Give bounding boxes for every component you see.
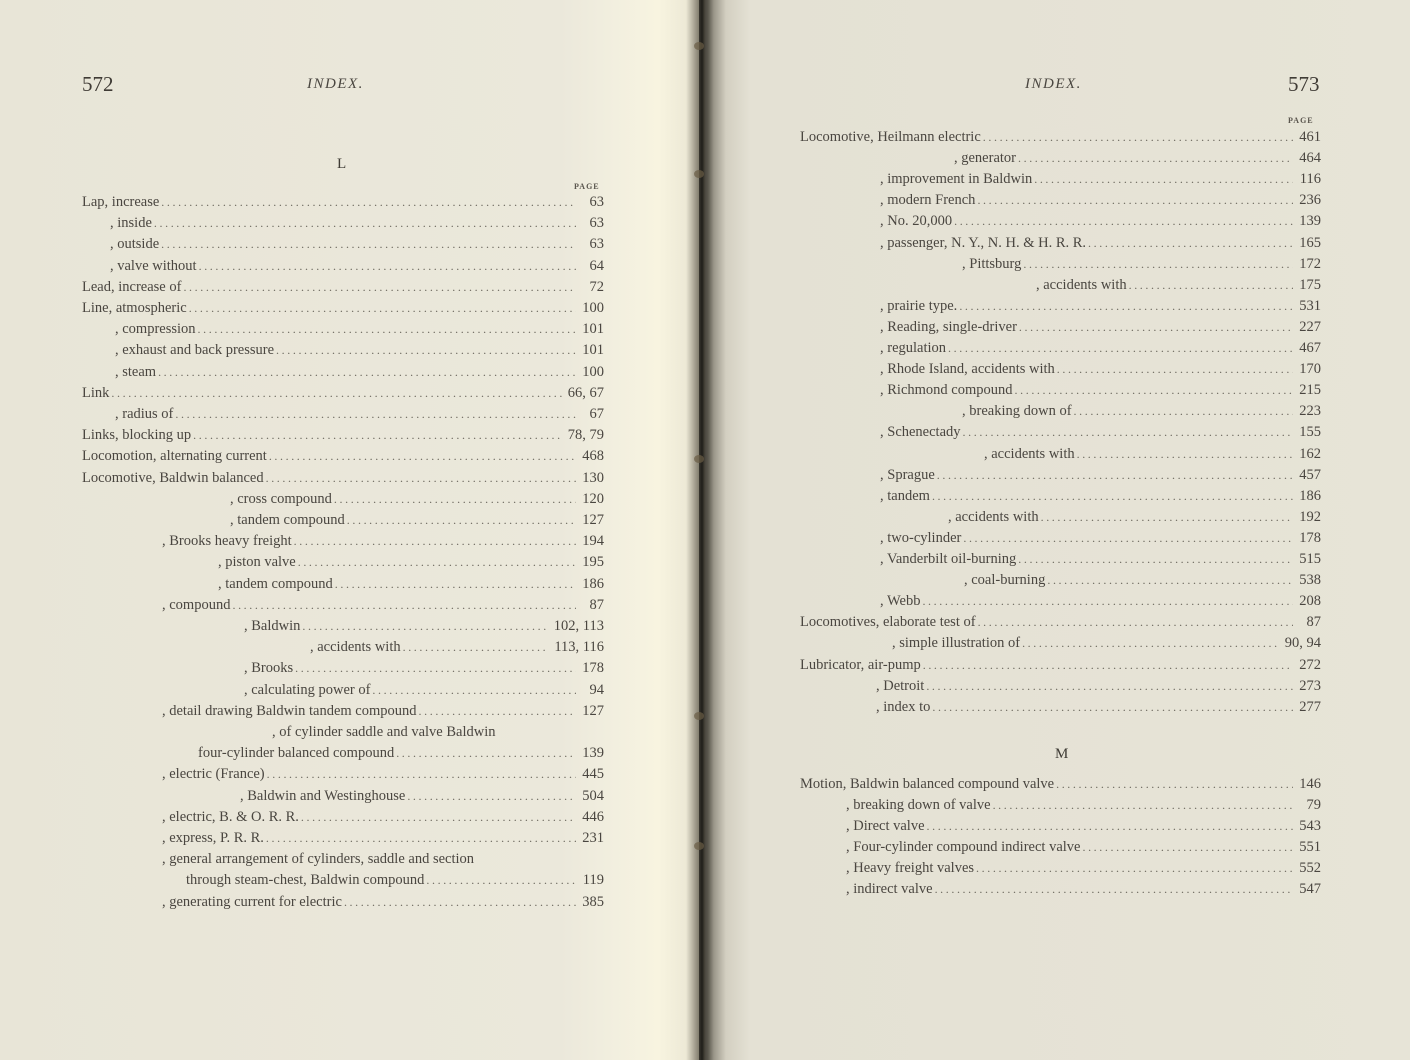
entry-page-number: 87	[1306, 614, 1321, 631]
entry-page-number: 457	[1299, 466, 1321, 483]
index-entry	[230, 489, 604, 510]
binding-stitch	[694, 170, 704, 178]
index-entry	[162, 849, 604, 870]
index-entry	[880, 317, 1321, 338]
entry-text: Locomotive, Baldwin balanced	[82, 469, 264, 486]
entry-page-number: 79	[1306, 797, 1321, 813]
index-entry	[880, 465, 1321, 486]
dot-leader	[266, 828, 576, 849]
index-entry	[244, 680, 604, 701]
section-letter-m: M	[1055, 746, 1069, 762]
entry-text: , accidents with	[310, 639, 401, 656]
entry-text: , accidents with	[984, 445, 1075, 462]
index-entry	[962, 254, 1321, 275]
dot-leader	[927, 816, 1293, 837]
entry-text: , coal-burning	[964, 572, 1046, 589]
index-entry	[880, 233, 1321, 254]
dot-leader	[266, 468, 576, 489]
entry-text: , Sprague	[880, 466, 935, 483]
index-entry	[218, 552, 604, 573]
index-entry	[272, 722, 604, 743]
index-entry	[82, 192, 604, 213]
index-entry	[230, 510, 604, 531]
dot-leader	[372, 680, 576, 701]
entry-page-number: 94	[589, 681, 604, 698]
entry-page-number: 446	[582, 808, 604, 825]
entry-text: , simple illustration of	[892, 635, 1021, 652]
dot-leader	[232, 595, 576, 616]
entry-text: , of cylinder saddle and valve Baldwin	[272, 724, 496, 740]
dot-leader	[922, 591, 1293, 612]
dot-leader	[976, 858, 1293, 879]
entry-text: , electric, B. & O. R. R.	[162, 808, 299, 825]
index-entry	[800, 774, 1321, 795]
entry-page-number: 223	[1299, 403, 1321, 420]
index-entry	[846, 837, 1321, 858]
entry-text: , inside	[110, 215, 152, 232]
dot-leader	[158, 362, 576, 383]
binding-stitch	[694, 42, 704, 50]
entry-text: , accidents with	[1036, 276, 1127, 293]
binding-stitch	[694, 712, 704, 720]
dot-leader	[1018, 148, 1293, 169]
entry-page-number: 64	[589, 257, 604, 274]
dot-leader	[963, 528, 1293, 549]
entry-text: , Brooks	[244, 660, 294, 677]
entry-page-number: 531	[1299, 297, 1321, 314]
dot-leader	[1019, 317, 1293, 338]
entry-text: , Four-cylinder compound indirect valve	[846, 839, 1081, 855]
index-entry	[948, 507, 1321, 528]
entry-text: , accidents with	[948, 508, 1039, 525]
entry-text: , compression	[115, 321, 196, 338]
index-entry	[1036, 275, 1321, 296]
index-entry	[110, 256, 604, 277]
dot-leader	[983, 127, 1293, 148]
entry-page-number: 102, 113	[553, 618, 604, 634]
dot-leader	[294, 531, 576, 552]
dot-leader	[407, 786, 576, 807]
index-entry	[110, 234, 604, 255]
dot-leader	[993, 795, 1293, 816]
dot-leader	[267, 764, 576, 785]
dot-leader	[1074, 401, 1293, 422]
entry-text: , exhaust and back pressure	[115, 342, 275, 359]
page-column-label: PAGE	[1288, 116, 1314, 125]
entry-text: , generating current for electric	[162, 893, 342, 910]
entry-text: Locomotive, Heilmann electric	[800, 129, 981, 145]
page-column-label: PAGE	[574, 182, 600, 191]
dot-leader	[963, 422, 1293, 443]
entry-text: , passenger, N. Y., N. H. & H. R. R.	[880, 234, 1087, 251]
entry-text: , breaking down of valve	[846, 797, 991, 813]
entry-text: , Richmond compound	[880, 382, 1013, 399]
index-entry	[115, 404, 604, 425]
entry-page-number: 504	[582, 787, 604, 804]
index-entry	[846, 795, 1321, 816]
entry-text: , electric (France)	[162, 766, 265, 783]
entry-text: , detail drawing Baldwin tandem compound	[162, 702, 417, 719]
entry-page-number: 192	[1299, 508, 1321, 525]
dot-leader	[948, 338, 1293, 359]
dot-leader	[199, 256, 576, 277]
dot-leader	[1077, 444, 1293, 465]
entry-page-number: 139	[1299, 213, 1321, 230]
entry-text: , Webb	[880, 593, 921, 610]
dot-leader	[1047, 570, 1293, 591]
entry-page-number: 116	[1299, 171, 1321, 188]
dot-leader	[978, 612, 1293, 633]
entry-page-number: 155	[1299, 424, 1321, 441]
dot-leader	[923, 655, 1293, 676]
index-entry	[880, 486, 1321, 507]
entry-text: , calculating power of	[244, 681, 371, 698]
entry-page-number: 543	[1299, 818, 1321, 834]
entry-text: , tandem compound	[230, 512, 345, 528]
entry-page-number: 66, 67	[567, 384, 604, 401]
entry-page-number: 547	[1299, 881, 1321, 897]
index-entry	[880, 190, 1321, 211]
binding-stitch	[694, 842, 704, 850]
entry-text: , Reading, single-driver	[880, 318, 1017, 335]
entry-text: , indirect valve	[846, 881, 933, 897]
entry-page-number: 139	[582, 745, 604, 762]
index-entry	[82, 298, 604, 319]
entry-page-number: 186	[1299, 487, 1321, 504]
entry-page-number: 552	[1299, 860, 1321, 876]
entry-page-number: 146	[1299, 776, 1321, 792]
entry-page-number: 231	[582, 830, 604, 846]
entry-page-number: 172	[1299, 255, 1321, 272]
index-entry	[880, 211, 1321, 232]
dot-leader	[161, 192, 576, 213]
index-entry	[876, 676, 1321, 697]
entry-text: , two-cylinder	[880, 529, 962, 546]
entry-page-number: 538	[1299, 572, 1321, 589]
index-entry	[876, 697, 1321, 718]
entry-page-number: 130	[582, 469, 604, 486]
entry-text: , Brooks heavy freight	[162, 533, 292, 550]
dot-leader	[1057, 359, 1293, 380]
entry-page-number: 113, 116	[554, 639, 604, 656]
entry-page-number: 101	[582, 321, 604, 338]
dot-leader	[396, 743, 576, 764]
dot-leader	[154, 213, 576, 234]
index-entry	[880, 296, 1321, 317]
index-entry	[880, 549, 1321, 570]
running-head: INDEX.	[307, 76, 364, 92]
entry-page-number: 194	[582, 533, 604, 550]
entry-page-number: 100	[582, 300, 604, 316]
entry-page-number: 468	[582, 448, 604, 465]
dot-leader	[926, 676, 1293, 697]
left-page	[0, 0, 700, 1060]
index-entry	[162, 701, 604, 722]
entry-text: Locomotion, alternating current	[82, 448, 267, 465]
entry-page-number: 178	[582, 660, 604, 677]
index-entry	[82, 468, 604, 489]
index-entry	[846, 816, 1321, 837]
entry-page-number: 215	[1299, 382, 1321, 399]
dot-leader	[1023, 254, 1293, 275]
index-entry	[800, 127, 1321, 148]
index-entry	[162, 807, 604, 828]
dot-leader	[1056, 774, 1293, 795]
entry-page-number: 165	[1299, 234, 1321, 251]
dot-leader	[175, 404, 576, 425]
index-entry	[115, 340, 604, 361]
entry-text: , Vanderbilt oil-burning	[880, 551, 1017, 567]
entry-text: , Baldwin	[244, 618, 301, 634]
index-entry	[244, 658, 604, 679]
dot-leader	[977, 190, 1293, 211]
entry-text: , Heavy freight valves	[846, 860, 975, 876]
index-entry	[244, 616, 604, 637]
entry-text: , regulation	[880, 340, 947, 356]
entry-page-number: 63	[589, 215, 604, 232]
dot-leader	[301, 807, 576, 828]
entry-page-number: 100	[582, 363, 604, 380]
entry-text: , prairie type.	[880, 297, 958, 314]
index-entry	[846, 879, 1321, 900]
entry-text: , express, P. R. R.	[162, 830, 264, 846]
entry-text: , Direct valve	[846, 818, 925, 834]
entry-page-number: 175	[1299, 276, 1321, 293]
dot-leader	[335, 574, 576, 595]
entry-page-number: 551	[1299, 839, 1321, 855]
dot-leader	[344, 892, 576, 913]
index-entry	[162, 595, 604, 616]
right-page	[700, 0, 1410, 1060]
entry-page-number: 127	[582, 512, 604, 528]
entry-text: Motion, Baldwin balanced compound valve	[800, 776, 1055, 792]
entry-text: , tandem	[880, 487, 930, 504]
index-entry	[954, 148, 1321, 169]
dot-leader	[1034, 169, 1293, 190]
index-entry	[964, 570, 1321, 591]
entry-page-number: 515	[1299, 551, 1321, 567]
dot-leader	[298, 552, 576, 573]
index-entry	[880, 169, 1321, 190]
index-entry	[880, 380, 1321, 401]
index-entry	[984, 444, 1321, 465]
dot-leader	[959, 296, 1293, 317]
entry-text: Lubricator, air-pump	[800, 656, 921, 673]
entry-page-number: 101	[582, 342, 604, 359]
dot-leader	[1018, 549, 1293, 570]
entry-text: , index to	[876, 698, 931, 715]
entry-page-number: 385	[582, 893, 604, 910]
entry-page-number: 186	[582, 575, 604, 592]
dot-leader	[269, 446, 576, 467]
entry-text: Links, blocking up	[82, 427, 192, 444]
entry-text: , tandem compound	[218, 575, 333, 592]
dot-leader	[1015, 380, 1293, 401]
dot-leader	[932, 697, 1293, 718]
entry-text: , improvement in Baldwin	[880, 171, 1033, 188]
dot-leader	[1022, 633, 1279, 654]
dot-leader	[111, 383, 561, 404]
entry-text: , Pittsburg	[962, 255, 1022, 272]
entry-page-number: 227	[1299, 318, 1321, 335]
entry-text: , steam	[115, 363, 157, 380]
entry-page-number: 445	[582, 766, 604, 783]
index-entry	[880, 338, 1321, 359]
entry-page-number: 72	[589, 278, 604, 295]
index-entry	[82, 277, 604, 298]
entry-page-number: 178	[1299, 529, 1321, 546]
entry-page-number: 63	[589, 236, 604, 253]
entry-text: , breaking down of	[962, 403, 1072, 420]
entry-text: Lead, increase of	[82, 278, 182, 295]
entry-text: , modern French	[880, 192, 976, 209]
dot-leader	[276, 340, 576, 361]
entry-page-number: 63	[589, 194, 604, 210]
entry-text: , Rhode Island, accidents with	[880, 361, 1055, 378]
dot-leader	[1129, 275, 1293, 296]
index-entry	[162, 531, 604, 552]
entry-text: , cross compound	[230, 490, 332, 507]
page-number: 572	[82, 72, 114, 96]
entry-text: , Baldwin and Westinghouse	[240, 787, 406, 804]
dot-leader	[183, 277, 576, 298]
index-entry	[880, 359, 1321, 380]
dot-leader	[403, 637, 549, 658]
entry-page-number: 119	[582, 872, 604, 889]
entry-text: , Schenectady	[880, 424, 961, 441]
entry-page-number: 78, 79	[567, 427, 604, 444]
entry-text: Lap, increase	[82, 194, 160, 210]
entry-page-number: 236	[1299, 192, 1321, 209]
index-entry	[162, 764, 604, 785]
index-entry	[115, 319, 604, 340]
index-entry	[800, 655, 1321, 676]
dot-leader	[932, 486, 1293, 507]
entry-text: , compound	[162, 596, 231, 613]
entry-page-number: 195	[582, 554, 604, 571]
index-entry	[310, 637, 604, 658]
running-head: INDEX.	[1025, 76, 1082, 92]
dot-leader	[198, 319, 576, 340]
entry-text: , Detroit	[876, 677, 925, 694]
entry-text: four-cylinder balanced compound	[198, 745, 395, 762]
entry-text: Link	[82, 384, 110, 401]
index-entry	[82, 383, 604, 404]
index-entry	[110, 213, 604, 234]
dot-leader	[1041, 507, 1293, 528]
index-entry	[880, 422, 1321, 443]
index-entry	[186, 870, 604, 891]
index-entry	[162, 892, 604, 913]
index-entry	[198, 743, 604, 764]
index-entry	[240, 786, 604, 807]
dot-leader	[193, 425, 562, 446]
entry-text: , valve without	[110, 257, 197, 274]
entry-text: through steam-chest, Baldwin compound	[186, 872, 425, 889]
entry-page-number: 127	[582, 702, 604, 719]
index-entry	[892, 633, 1321, 654]
book-gutter	[699, 0, 705, 1060]
index-entry	[880, 528, 1321, 549]
index-entry	[800, 612, 1321, 633]
dot-leader	[334, 489, 576, 510]
entry-text: , No. 20,000	[880, 213, 953, 230]
entry-page-number: 170	[1299, 361, 1321, 378]
entry-page-number: 120	[582, 490, 604, 507]
entry-page-number: 461	[1299, 129, 1321, 145]
dot-leader	[935, 879, 1293, 900]
dot-leader	[302, 616, 547, 637]
entry-page-number: 90, 94	[1284, 635, 1321, 652]
index-entry	[880, 591, 1321, 612]
binding-stitch	[694, 455, 704, 463]
entry-page-number: 277	[1299, 698, 1321, 715]
page-number: 573	[1288, 72, 1320, 96]
entry-text: , outside	[110, 236, 160, 253]
entry-page-number: 67	[589, 406, 604, 422]
entry-text: , radius of	[115, 406, 174, 422]
entry-page-number: 464	[1299, 150, 1321, 167]
dot-leader	[189, 298, 576, 319]
entry-page-number: 273	[1299, 677, 1321, 694]
entry-text: , generator	[954, 150, 1016, 167]
index-entry	[82, 446, 604, 467]
dot-leader	[295, 658, 576, 679]
index-entry	[218, 574, 604, 595]
index-entry	[115, 362, 604, 383]
entry-text: Locomotives, elaborate test of	[800, 614, 976, 631]
dot-leader	[1088, 233, 1293, 254]
section-letter-l: L	[337, 156, 347, 172]
entry-page-number: 208	[1299, 593, 1321, 610]
entry-text: , piston valve	[218, 554, 296, 571]
entry-page-number: 87	[589, 596, 604, 613]
index-entry	[162, 828, 604, 849]
entry-text: , general arrangement of cylinders, saddle and section	[162, 851, 475, 868]
entry-page-number: 467	[1299, 340, 1321, 356]
dot-leader	[426, 870, 576, 891]
index-entry	[846, 858, 1321, 879]
index-entry	[82, 425, 604, 446]
index-entry	[962, 401, 1321, 422]
entry-page-number: 272	[1299, 656, 1321, 673]
dot-leader	[937, 465, 1293, 486]
entry-text: Line, atmospheric	[82, 300, 187, 316]
dot-leader	[347, 510, 576, 531]
dot-leader	[161, 234, 576, 255]
dot-leader	[954, 211, 1293, 232]
dot-leader	[1082, 837, 1293, 858]
dot-leader	[419, 701, 576, 722]
entry-page-number: 162	[1299, 445, 1321, 462]
